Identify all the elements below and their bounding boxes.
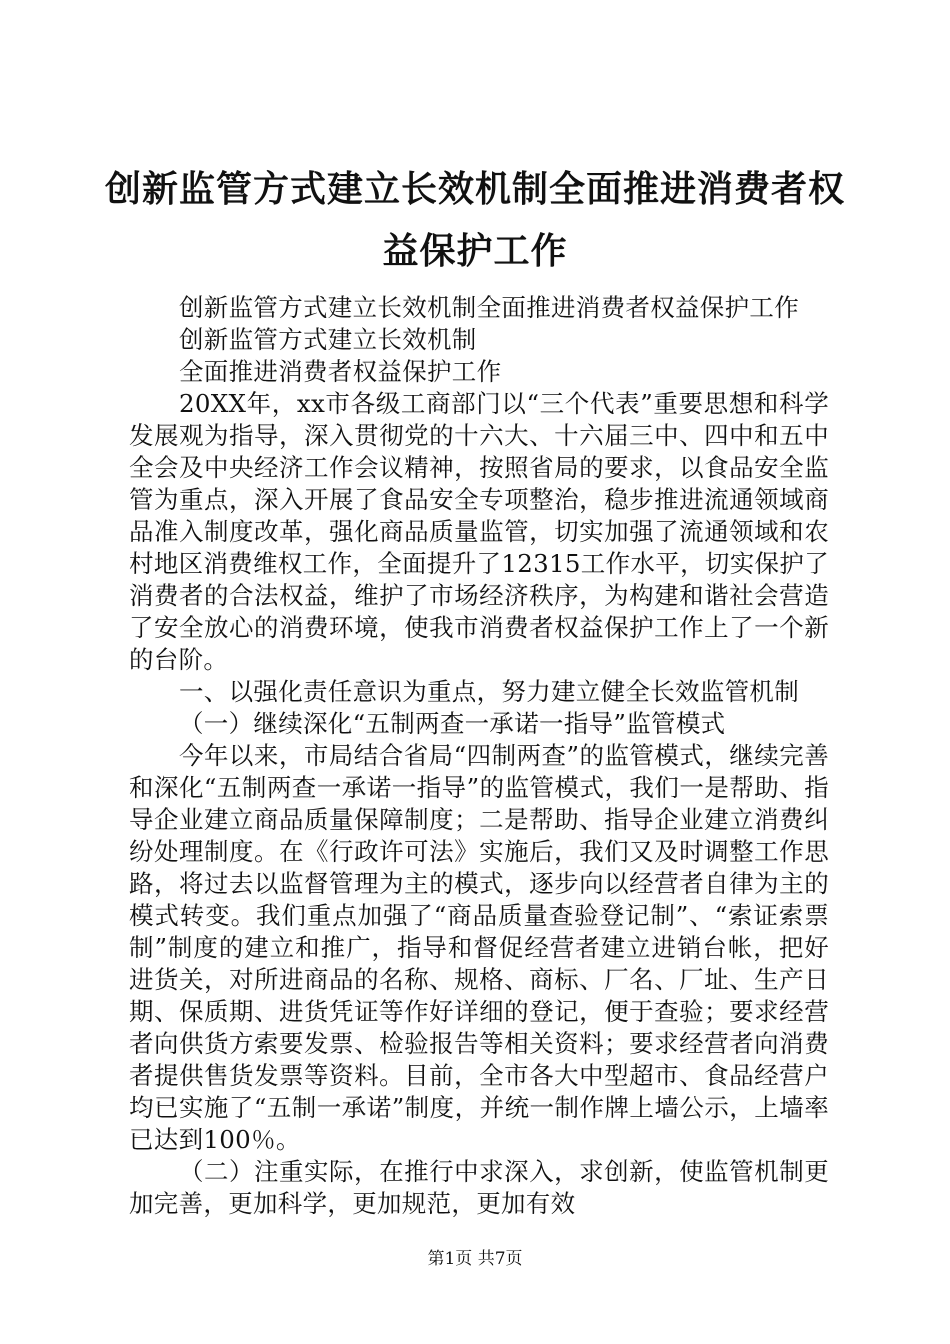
document-body	[129, 292, 829, 1220]
page-footer: 第1页 共7页	[427, 1249, 523, 1269]
paragraph-subtitle-2: 全面推进消费者权益保护工作	[179, 357, 502, 386]
paragraph-repeat-title: 创新监管方式建立长效机制全面推进消费者权益保护工作	[179, 293, 799, 322]
subsection-heading-1: （一）继续深化“五制两查一承诺一指导”监管模式	[179, 709, 726, 738]
document-title: 创新监管方式建立长效机制全面推进消费者权益保护工作	[104, 168, 845, 272]
paragraph-subtitle-1: 创新监管方式建立长效机制	[179, 325, 477, 354]
paragraph-intro: 20XX年，xx市各级工商部门以“三个代表”重要思想和科学发展观为指导，深入贯彻党的十六大、十六届三中、四中和五中全会及中央经济工作会议精神，按照省局的要求，以食品安全监管为重点，深入开展了食品安全专项整治，稳步推进流通领域商品准入制度改革，强化商品质量监管，切实加强了流通领域和农村地区消费维权工作，全面提升了12315工作水平，切实保护了消费者的合法权益，维护了市场经济秩序，为构建和谐社会营造了安全放心的消费环境，使我市消费者权益保护工作上了一个新的台阶。	[129, 389, 829, 674]
section-heading-1: 一、以强化责任意识为重点，努力建立健全长效监管机制	[179, 677, 799, 706]
subsection-heading-2: （二）注重实际，在推行中求深入，求创新，使监管机制更加完善，更加科学，更加规范，更加有效	[129, 1157, 829, 1218]
paragraph-body-1: 今年以来，市局结合省局“四制两查”的监管模式，继续完善和深化“五制两查一承诺一指导”的监管模式，我们一是帮助、指导企业建立商品质量保障制度；二是帮助、指导企业建立消费纠纷处理制度。在《行政许可法》实施后，我们又及时调整工作思路，将过去以监督管理为主的模式，逐步向以经营者自律为主的模式转变。我们重点加强了“商品质量查验登记制”、“索证索票制”制度的建立和推广，指导和督促经营者建立进销台帐，把好进货关，对所进商品的名称、规格、商标、厂名、厂址、生产日期、保质期、进货凭证等作好详细的登记，便于查验；要求经营者向供货方索要发票、检验报告等相关资料；要求经营者向消费者提供售货发票等资料。目前，全市各大中型超市、食品经营户均已实施了“五制一承诺”制度，并统一制作牌上墙公示，上墙率已达到100％。	[129, 741, 830, 1154]
